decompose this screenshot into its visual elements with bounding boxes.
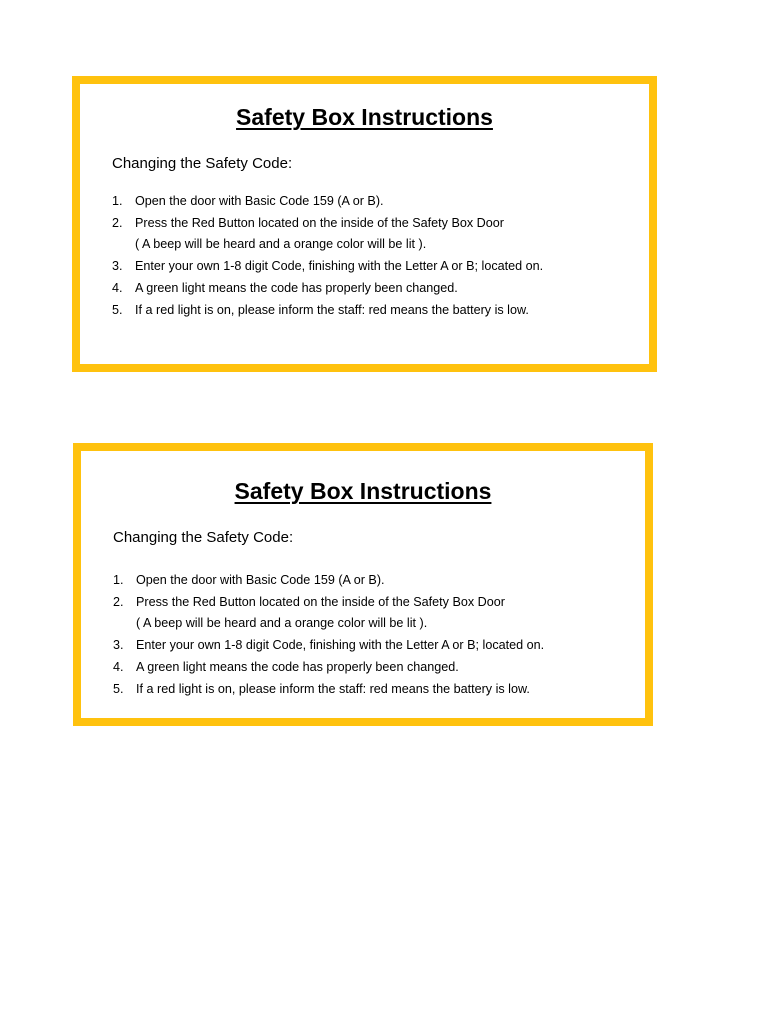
card-title: Safety Box Instructions	[234, 478, 492, 504]
step-number: 5.	[112, 302, 123, 317]
step-text: Enter your own 1-8 digit Code, finishing with the Letter A or B; located on.	[135, 259, 544, 274]
step-number: 2.	[113, 594, 124, 609]
step-5	[113, 679, 635, 701]
instruction-card-2	[73, 443, 653, 726]
step-number: 1.	[112, 194, 123, 208]
step-number: 5.	[113, 681, 124, 696]
step-text: A green light means the code has properly been changed.	[136, 659, 459, 674]
step-text: Open the door with Basic Code 159 (A or B).	[135, 194, 384, 208]
step-note: ( A beep will be heard and a orange color will be lit ).	[135, 237, 427, 252]
step-text: If a red light is on, please inform the staff: red means the battery is low.	[136, 681, 530, 696]
step-text: Enter your own 1-8 digit Code, finishing with the Letter A or B; located on.	[136, 638, 545, 653]
step-text: A green light means the code has properly been changed.	[135, 280, 458, 295]
card-subtitle: Changing the Safety Code:	[113, 529, 294, 546]
step-4	[113, 657, 635, 679]
steps-list	[113, 570, 635, 700]
step-number: 3.	[113, 638, 124, 653]
step-1	[112, 191, 639, 213]
step-4	[112, 278, 639, 300]
step-number: 2.	[112, 215, 123, 230]
step-2	[112, 213, 639, 256]
step-2	[113, 592, 635, 635]
step-5	[112, 300, 639, 322]
step-number: 4.	[112, 280, 123, 295]
card-subtitle: Changing the Safety Code:	[112, 155, 293, 172]
step-text: Press the Red Button located on the inside of the Safety Box Door	[136, 594, 505, 609]
step-number: 3.	[112, 259, 123, 274]
step-3	[113, 635, 635, 657]
step-1	[113, 570, 635, 592]
step-number: 4.	[113, 659, 124, 674]
step-note: ( A beep will be heard and a orange color will be lit ).	[136, 616, 428, 631]
steps-list	[112, 191, 639, 321]
step-text: Open the door with Basic Code 159 (A or B).	[136, 573, 385, 587]
step-3	[112, 256, 639, 278]
step-text: If a red light is on, please inform the staff: red means the battery is low.	[135, 302, 529, 317]
step-text: Press the Red Button located on the inside of the Safety Box Door	[135, 215, 504, 230]
card-title: Safety Box Instructions	[236, 104, 493, 130]
step-number: 1.	[113, 573, 124, 587]
instruction-card-1	[72, 76, 657, 372]
